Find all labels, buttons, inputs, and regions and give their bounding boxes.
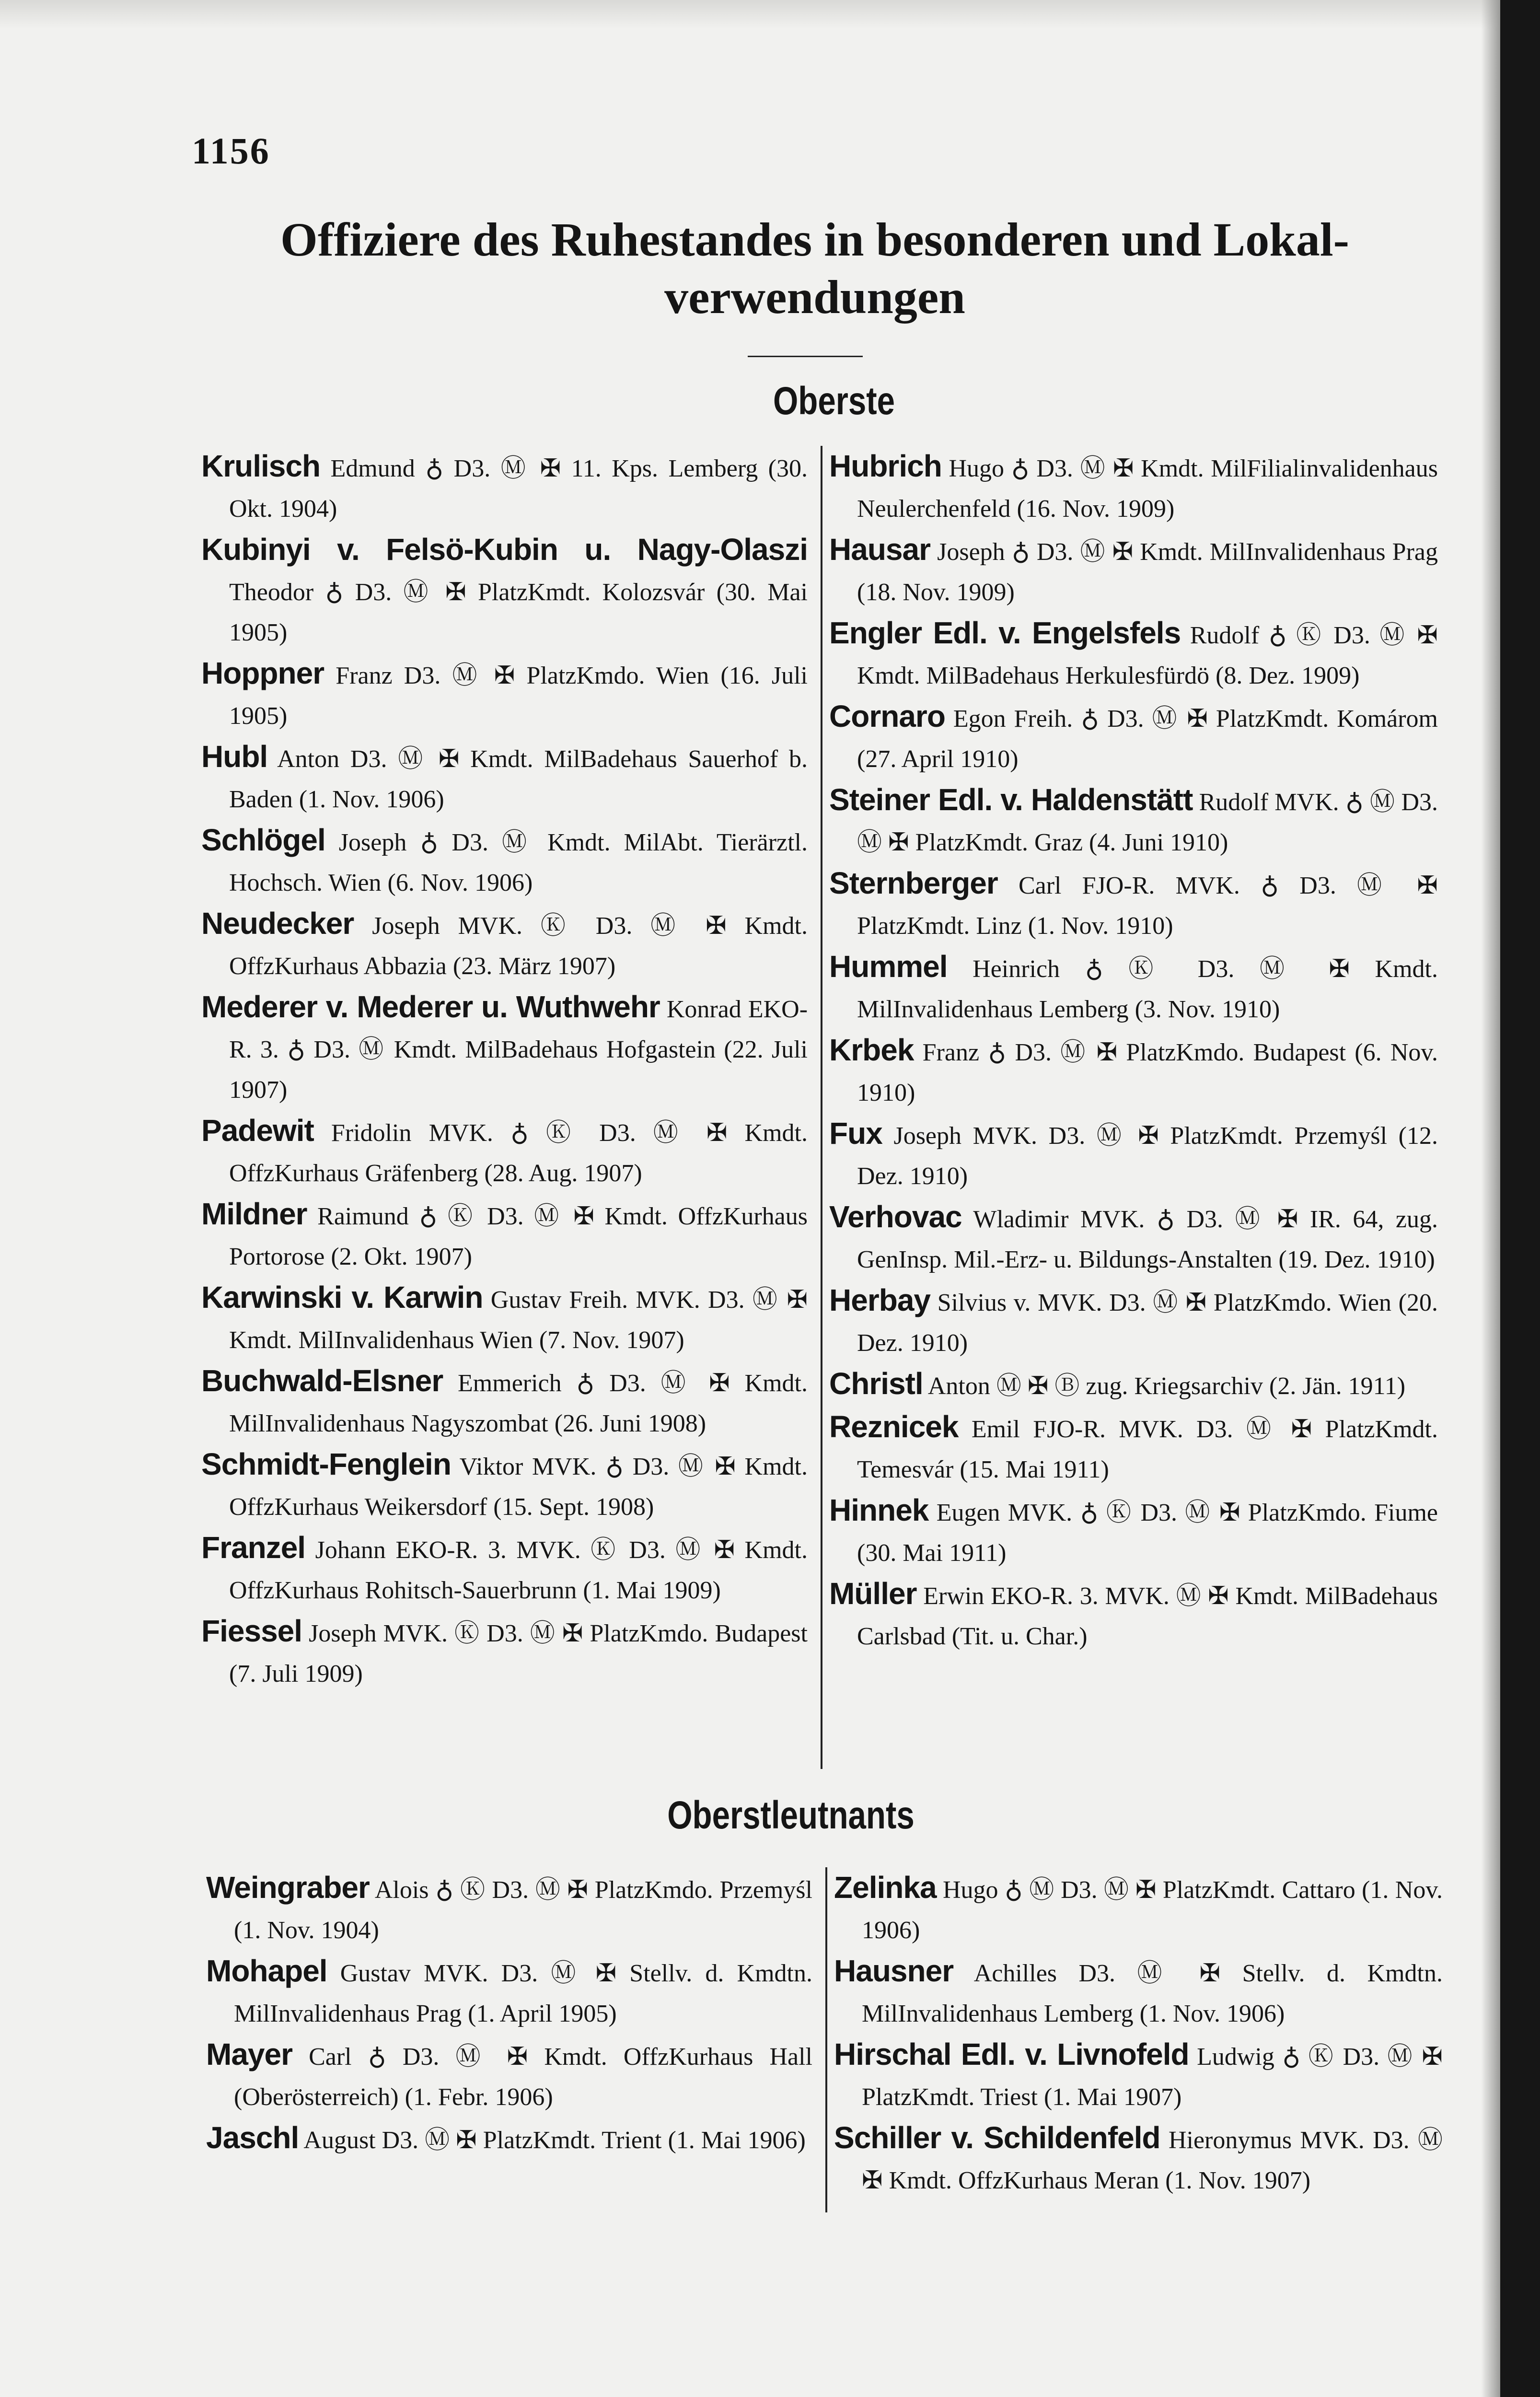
officer-details: August D3. Ⓜ ✠ PlatzKmdt. Trient (1. Mai 1906)	[303, 2127, 806, 2154]
officer-name: Engler Edl. v. Engelsfels	[829, 616, 1181, 650]
officer-entry	[834, 1867, 1443, 1951]
officer-entry	[834, 2118, 1443, 2201]
section-heading-oberstleutnants: Oberstleutnants	[667, 1793, 915, 1837]
officer-name: Hoppner	[201, 656, 324, 690]
officer-name: Jaschl	[206, 2120, 299, 2155]
officer-name: Hubrich	[829, 449, 942, 483]
officer-details: Wladimir MVK. ♁ D3. Ⓜ ✠ IR. 64, zug. GenInsp. Mil.-Erz- u. Bildungs-Anstalten (19. Dez. 1910)	[857, 1206, 1438, 1273]
officer-details: Franz D3. Ⓜ ✠ PlatzKmdo. Wien (16. Juli 1905)	[229, 662, 808, 730]
officer-name: Krulisch	[201, 449, 321, 483]
officer-details: Heinrich ♁ Ⓚ D3. Ⓜ ✠ Kmdt. MilInvalidenhaus Lemberg (3. Nov. 1910)	[857, 955, 1438, 1023]
officer-details: Gustav Freih. MVK. D3. Ⓜ ✠ Kmdt. MilInvalidenhaus Wien (7. Nov. 1907)	[229, 1286, 808, 1354]
officer-details: Franz ♁ D3. Ⓜ ✠ PlatzKmdo. Budapest (6. Nov. 1910)	[857, 1039, 1438, 1106]
page-number: 1156	[192, 130, 270, 172]
officer-name: Kubinyi v. Felsö-Kubin u. Nagy-Olaszi	[201, 532, 808, 567]
officer-entry	[201, 653, 808, 736]
officer-entry	[829, 1197, 1438, 1280]
officer-details: Carl ♁ D3. Ⓜ ✠ Kmdt. OffzKurhaus Hall (Oberösterreich) (1. Febr. 1906)	[234, 2043, 812, 2111]
officer-entry	[829, 1573, 1438, 1657]
officer-entry	[201, 987, 808, 1110]
officer-details: Viktor MVK. ♁ D3. Ⓜ ✠ Kmdt. OffzKurhaus Weikersdorf (15. Sept. 1908)	[229, 1453, 808, 1521]
officer-name: Fux	[829, 1116, 882, 1151]
officer-name: Weingraber	[206, 1870, 370, 1905]
page-shadow-top	[0, 0, 1500, 29]
officer-details: Edmund ♁ D3. Ⓜ ✠ 11. Kps. Lemberg (30. Okt. 1904)	[229, 455, 808, 523]
officer-entry	[829, 1407, 1438, 1490]
officer-entry	[829, 863, 1438, 946]
officer-details: Raimund ♁ Ⓚ D3. Ⓜ ✠ Kmdt. OffzKurhaus Portorose (2. Okt. 1907)	[229, 1203, 808, 1270]
officer-name: Mildner	[201, 1197, 307, 1231]
officer-details: Konrad EKO-R. 3. ♁ D3. Ⓜ Kmdt. MilBadehaus Hofgastein (22. Juli 1907)	[229, 996, 808, 1104]
officer-name: Neudecker	[201, 906, 354, 941]
officer-name: Herbay	[829, 1283, 930, 1317]
officer-details: Anton Ⓜ ✠ Ⓑ zug. Kriegsarchiv (2. Jän. 1911)	[927, 1373, 1406, 1400]
officer-name: Hummel	[829, 949, 948, 984]
oberste-column-divider	[821, 446, 822, 1769]
officer-details: Alois ♁ Ⓚ D3. Ⓜ ✠ PlatzKmdo. Przemyśl (1. Nov. 1904)	[234, 1876, 812, 1944]
officer-entry	[829, 1363, 1438, 1407]
officer-entry	[829, 946, 1438, 1030]
officer-entry	[829, 1490, 1438, 1573]
officer-entry	[201, 1444, 808, 1527]
officer-details: Eugen MVK. ♁ Ⓚ D3. Ⓜ ✠ PlatzKmdo. Fiume (30. Mai 1911)	[857, 1499, 1438, 1567]
officer-name: Hubl	[201, 739, 268, 774]
officer-name: Müller	[829, 1576, 917, 1611]
officer-details: Fridolin MVK. ♁ Ⓚ D3. Ⓜ ✠ Kmdt. OffzKurhaus Gräfenberg (28. Aug. 1907)	[229, 1119, 808, 1187]
officer-entry	[834, 2034, 1443, 2118]
officer-entry	[206, 2034, 812, 2118]
officer-details: Anton D3. Ⓜ ✠ Kmdt. MilBadehaus Sauerhof b. Baden (1. Nov. 1906)	[229, 745, 808, 813]
officer-details: Emmerich ♁ D3. Ⓜ ✠ Kmdt. MilInvalidenhaus Nagyszombat (26. Juni 1908)	[229, 1370, 808, 1437]
officer-details: Joseph MVK. D3. Ⓜ ✠ PlatzKmdt. Przemyśl (12. Dez. 1910)	[857, 1122, 1438, 1190]
officer-name: Schmidt-Fenglein	[201, 1447, 451, 1481]
officer-entry	[201, 529, 808, 653]
officer-entry	[834, 1951, 1443, 2034]
officer-details: Egon Freih. ♁ D3. Ⓜ ✠ PlatzKmdt. Komárom (27. April 1910)	[857, 705, 1438, 773]
officer-entry	[206, 1867, 812, 1951]
officer-entry	[829, 613, 1438, 696]
officer-details: Ludwig ♁ Ⓚ D3. Ⓜ ✠ PlatzKmdt. Triest (1. Mai 1907)	[862, 2043, 1443, 2111]
officer-entry	[829, 780, 1438, 863]
officer-entry	[201, 1194, 808, 1277]
officer-name: Mederer v. Mederer u. Wuthwehr	[201, 989, 660, 1024]
officer-details: Hugo ♁ D3. Ⓜ ✠ Kmdt. MilFilialinvalidenhaus Neulerchenfeld (16. Nov. 1909)	[857, 455, 1438, 523]
officer-name: Zelinka	[834, 1870, 937, 1905]
officer-name: Christl	[829, 1366, 923, 1401]
officer-entry	[829, 1030, 1438, 1113]
officer-entry	[201, 1277, 808, 1361]
officer-entry	[201, 1361, 808, 1444]
officer-name: Franzel	[201, 1530, 306, 1565]
officer-name: Steiner Edl. v. Haldenstätt	[829, 782, 1193, 817]
officer-entry	[206, 1951, 812, 2034]
officer-details: Rudolf MVK. ♁ Ⓜ D3. Ⓜ ✠ PlatzKmdt. Graz (4. Juni 1910)	[857, 789, 1438, 856]
oberste-right-column	[829, 446, 1438, 1657]
officer-entry	[201, 903, 808, 987]
officer-details: Achilles D3. Ⓜ ✠ Stellv. d. Kmdtn. MilInvalidenhaus Lemberg (1. Nov. 1906)	[862, 1960, 1443, 2027]
officer-name: Padewit	[201, 1113, 314, 1148]
officer-details: Hugo ♁ Ⓜ D3. Ⓜ ✠ PlatzKmdt. Cattaro (1. Nov. 1906)	[862, 1876, 1443, 1944]
officer-details: Carl FJO-R. MVK. ♁ D3. Ⓜ ✠ PlatzKmdt. Linz (1. Nov. 1910)	[857, 872, 1438, 940]
officer-details: Silvius v. MVK. D3. Ⓜ ✠ PlatzKmdo. Wien (20. Dez. 1910)	[857, 1289, 1438, 1357]
officer-details: Erwin EKO-R. 3. MVK. Ⓜ ✠ Kmdt. MilBadehaus Carlsbad (Tit. u. Char.)	[857, 1582, 1438, 1650]
officer-entry	[201, 1611, 808, 1694]
officer-name: Schiller v. Schildenfeld	[834, 2120, 1160, 2155]
officer-entry	[201, 820, 808, 903]
officer-name: Mohapel	[206, 1954, 327, 1988]
officer-name: Reznicek	[829, 1409, 959, 1444]
officer-name: Hausner	[834, 1954, 954, 1988]
officer-name: Krbek	[829, 1033, 914, 1067]
officer-details: Joseph MVK. Ⓚ D3. Ⓜ ✠ Kmdt. OffzKurhaus Abbazia (23. März 1907)	[229, 912, 808, 980]
officer-name: Verhovac	[829, 1199, 962, 1234]
officer-entry	[829, 1113, 1438, 1197]
officer-details: Theodor ♁ D3. Ⓜ ✠ PlatzKmdt. Kolozsvár (30. Mai 1905)	[229, 579, 808, 646]
officer-details: Emil FJO-R. MVK. D3. Ⓜ ✠ PlatzKmdt. Temesvár (15. Mai 1911)	[857, 1416, 1438, 1483]
page-title: Offiziere des Ruhestandes in besonderen und Lokal-verwendungen	[280, 213, 1349, 324]
officer-entry	[201, 1110, 808, 1194]
officer-details: Johann EKO-R. 3. MVK. Ⓚ D3. Ⓜ ✠ Kmdt. OffzKurhaus Rohitsch-Sauerbrunn (1. Mai 1909)	[229, 1536, 808, 1604]
oberste-left-column	[201, 446, 808, 1694]
officer-name: Fiessel	[201, 1614, 302, 1648]
oberstleutnants-right-column	[834, 1867, 1443, 2201]
oberstleutnants-column-divider	[825, 1867, 827, 2212]
officer-name: Hausar	[829, 532, 930, 567]
officer-name: Mayer	[206, 2037, 292, 2071]
officer-details: Joseph MVK. Ⓚ D3. Ⓜ ✠ PlatzKmdo. Budapest (7. Juli 1909)	[229, 1620, 808, 1687]
officer-entry	[829, 696, 1438, 780]
officer-entry	[201, 1527, 808, 1611]
officer-details: Joseph ♁ D3. Ⓜ ✠ Kmdt. MilInvalidenhaus Prag (18. Nov. 1909)	[857, 538, 1438, 606]
officer-entry	[206, 2118, 812, 2161]
page-shadow-right	[1481, 0, 1500, 2397]
section-heading-oberste: Oberste	[773, 379, 895, 423]
officer-details: Hieronymus MVK. D3. Ⓜ ✠ Kmdt. OffzKurhaus Meran (1. Nov. 1907)	[862, 2127, 1443, 2194]
oberstleutnants-left-column	[206, 1867, 812, 2161]
officer-details: Joseph ♁ D3. Ⓜ Kmdt. MilAbt. Tierärztl. Hochsch. Wien (6. Nov. 1906)	[229, 829, 808, 896]
officer-name: Karwinski v. Karwin	[201, 1280, 483, 1315]
officer-entry	[201, 446, 808, 529]
officer-details: Gustav MVK. D3. Ⓜ ✠ Stellv. d. Kmdtn. MilInvalidenhaus Prag (1. April 1905)	[234, 1960, 812, 2027]
officer-entry	[829, 446, 1438, 529]
officer-name: Cornaro	[829, 699, 945, 733]
officer-entry	[829, 529, 1438, 613]
officer-name: Schlögel	[201, 823, 325, 857]
officer-entry	[829, 1280, 1438, 1363]
officer-entry	[201, 736, 808, 820]
officer-name: Hinnek	[829, 1493, 929, 1527]
title-divider	[748, 356, 863, 357]
officer-details: Rudolf ♁ Ⓚ D3. Ⓜ ✠ Kmdt. MilBadehaus Herkulesfürdö (8. Dez. 1909)	[857, 622, 1438, 689]
officer-name: Buchwald-Elsner	[201, 1363, 443, 1398]
officer-name: Hirschal Edl. v. Livnofeld	[834, 2037, 1189, 2071]
officer-name: Sternberger	[829, 866, 998, 900]
